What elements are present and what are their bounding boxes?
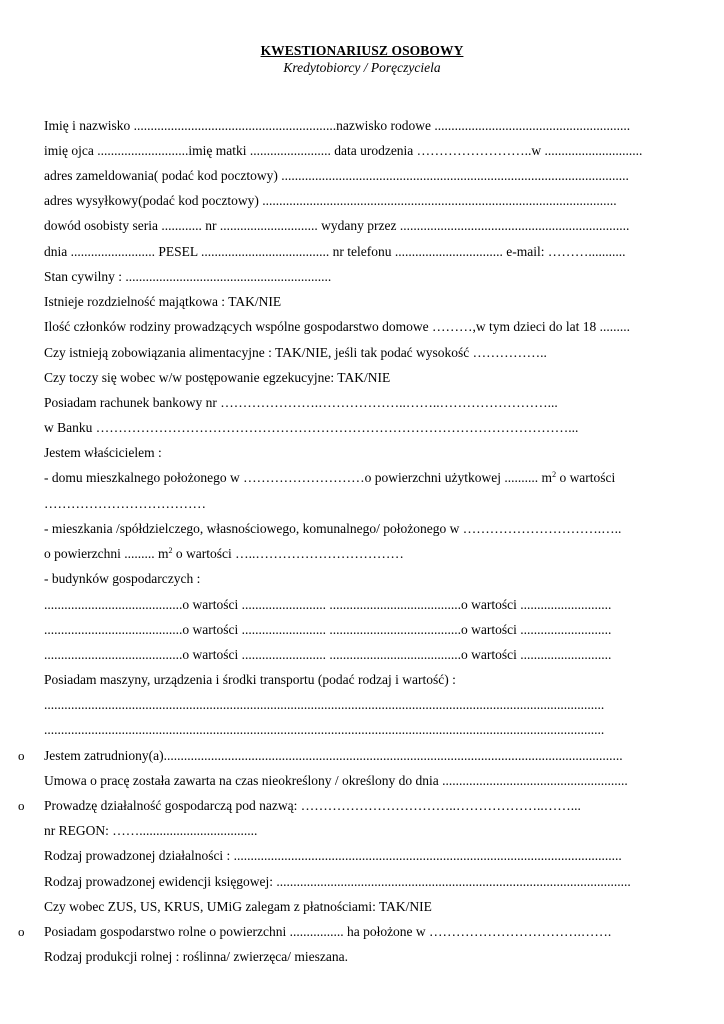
form-line-building-3: .........................................o wartości ......................... .......................................o wartości ...........................: [44, 647, 612, 662]
form-line-bank: w Banku ……………………………………………………………………………………………...: [44, 420, 579, 435]
form-line-name: Imię i nazwisko ............................................................nazwisko rodowe ..........................................................: [44, 118, 631, 133]
form-line-farm-production: Rodzaj produkcji rolnej : roślinna/ zwierzęca/ mieszana.: [44, 949, 349, 964]
form-line-building-1: .........................................o wartości ......................... .......................................o wartości ...........................: [44, 597, 612, 612]
form-line-building-2: .........................................o wartości ......................... .......................................o wartości ...........................: [44, 622, 612, 637]
form-line-machinery: Posiadam maszyny, urządzenia i środki transportu (podać rodzaj i wartość) :: [44, 672, 456, 687]
form-line-house-value: ………………………………: [44, 496, 206, 511]
form-line-farm: Posiadam gospodarstwo rolne o powierzchni ................ ha położone w …………………………….…….: [44, 924, 612, 939]
form-line-property-separation: Istnieje rozdzielność majątkowa : TAK/NIE: [44, 294, 282, 309]
form-line-contract: Umowa o pracę została zawarta na czas nieokreślony / określony do dnia .......................................................: [44, 773, 628, 788]
form-line-pesel-contact: dnia ......................... PESEL ...................................... nr telefonu ................................ e-mail: ………...........: [44, 244, 626, 259]
form-title: KWESTIONARIUSZ OSOBOWY: [260, 43, 464, 58]
form-line-id-card: dowód osobisty seria ............ nr ............................. wydany przez ....................................................................: [44, 218, 630, 233]
bullet-employment: o: [18, 748, 25, 763]
form-line-regon: nr REGON: ……...................................: [44, 823, 258, 838]
form-line-employment: Jestem zatrudniony(a)........................................................................................................................................: [44, 748, 623, 763]
form-line-business-type: Rodzaj prowadzonej działalności : ...................................................................................................................: [44, 848, 622, 863]
form-line-farm-buildings: - budynków gospodarczych :: [44, 571, 201, 586]
form-line-enforcement: Czy toczy się wobec w/w postępowanie egzekucyjne: TAK/NIE: [44, 370, 391, 385]
bullet-business: o: [18, 798, 25, 813]
form-line-mailing-address: adres wysyłkowy(podać kod pocztowy) .........................................................................................................: [44, 193, 617, 208]
form-line-owner-heading: Jestem właścicielem :: [44, 445, 162, 460]
form-line-flat: - mieszkania /spółdzielczego, własnościowego, komunalnego/ położonego w ………………………….…..: [44, 521, 622, 536]
form-line-registered-address: adres zameldowania( podać kod pocztowy) .......................................................................................................: [44, 168, 629, 183]
form-line-bank-account: Posiadam rachunek bankowy nr ………………….………………..……..……………………...: [44, 395, 558, 410]
form-line-household: Ilość członków rodziny prowadzących wspólne gospodarstwo domowe ………,w tym dzieci do lat 18 .........: [44, 319, 630, 334]
bullet-farm: o: [18, 924, 25, 939]
form-line-alimony: Czy istnieją zobowiązania alimentacyjne : TAK/NIE, jeśli tak podać wysokość ……………..: [44, 345, 547, 360]
form-line-machinery-fill-1: ......................................................................................................................................................................: [44, 697, 605, 712]
form-line-parents: imię ojca ...........................imię matki ........................ data urodzenia ……………………..w .............................: [44, 143, 643, 158]
form-line-machinery-fill-2: ......................................................................................................................................................................: [44, 722, 605, 737]
form-line-arrears: Czy wobec ZUS, US, KRUS, UMiG zalegam z płatnościami: TAK/NIE: [44, 899, 432, 914]
form-line-flat-area: o powierzchni ......... $m^2$ o wartości …..……………………………: [44, 546, 404, 561]
form-line-business: Prowadzę działalność gospodarczą pod nazwą: ……………………………..………………..……...: [44, 798, 581, 813]
form-line-house: - domu mieszkalnego położonego w ………………………o powierzchni użytkowej .......... $m^2$ o wartości: [44, 470, 616, 485]
form-line-accounting: Rodzaj prowadzonej ewidencji księgowej: .........................................................................................................: [44, 874, 631, 889]
form-line-marital-status: Stan cywilny : .............................................................: [44, 269, 332, 284]
form-subtitle: Kredytobiorcy / Poręczyciela: [283, 60, 441, 75]
